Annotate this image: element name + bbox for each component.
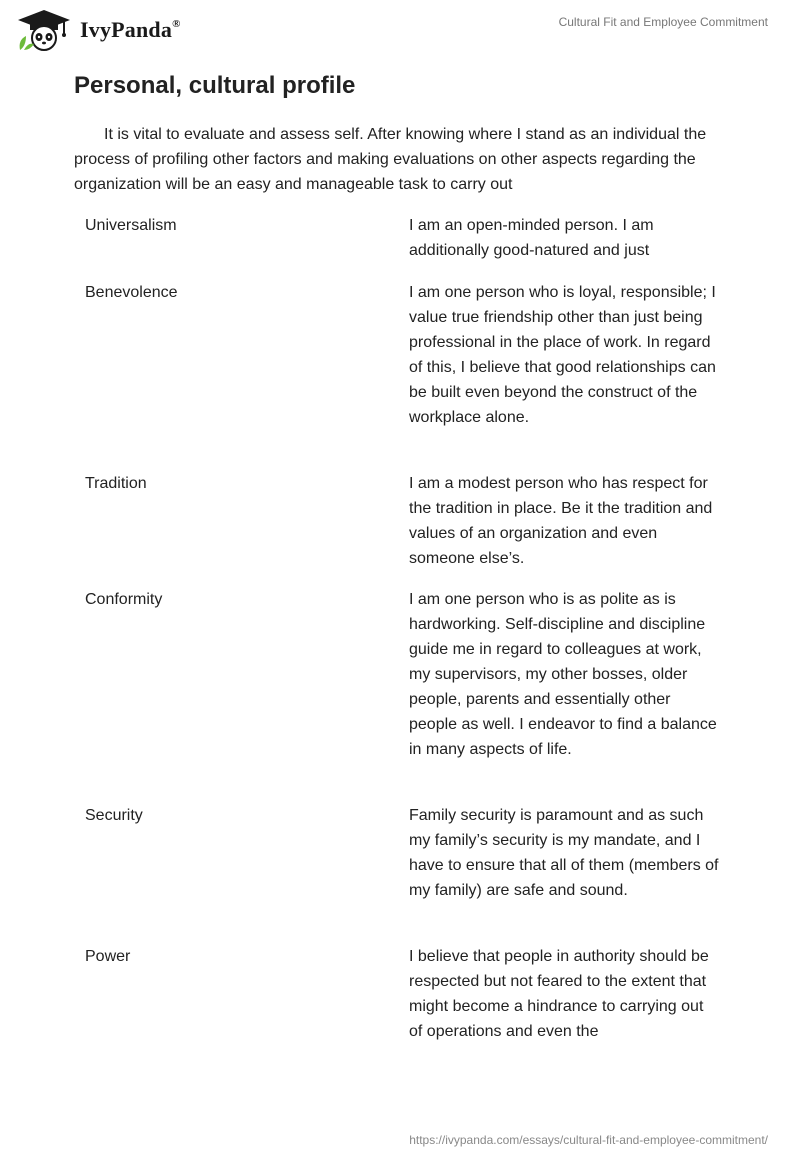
intro-paragraph: It is vital to evaluate and assess self. After knowing where I stand as an individual the process of profiling other factors and making evaluations on other aspects regarding the organization will be an easy and manageable task to carry out (74, 126, 707, 193)
section-heading: Personal, cultural profile (74, 72, 356, 99)
profile-description: I am one person who is loyal, responsible; I value true friendship other than just being professional in the place of work. In regard of this, I believe that good relationships can be built even beyond the construct of the workplace alone. (409, 284, 716, 426)
panda-logo-icon (14, 8, 74, 52)
source-url-link[interactable]: https://ivypanda.com/essays/cultural-fit-and-employee-commitment/ (409, 1133, 768, 1147)
profile-term: Benevolence (85, 284, 178, 301)
registered-mark: ® (172, 17, 181, 30)
profile-description: Family security is paramount and as such my family’s security is my mandate, and I have to ensure that all of them (members of my family) are safe and sound. (409, 807, 719, 899)
profile-description: I am one person who is as polite as is hardworking. Self-discipline and discipline guide me in regard to colleagues at work, my supervisors, my other bosses, older people, parents and essentially other people as well. I endeavor to find a balance in many aspects of life. (409, 591, 717, 758)
profile-term: Universalism (85, 217, 177, 234)
profile-term: Tradition (85, 475, 147, 492)
site-logo[interactable] (14, 8, 181, 52)
document-title: Cultural Fit and Employee Commitment (558, 15, 768, 29)
profile-term: Conformity (85, 591, 163, 608)
profile-term: Security (85, 807, 143, 824)
profile-description: I am a modest person who has respect for the tradition in place. Be it the tradition and values of an organization and even someone else’s. (409, 475, 713, 567)
brand-name-text: IvyPanda (80, 17, 173, 42)
profile-description: I am an open-minded person. I am additionally good-natured and just (409, 217, 654, 259)
profile-description: I believe that people in authority should be respected but not feared to the extent that might become a hindrance to carrying out of operations and even the (409, 948, 709, 1040)
brand-name (80, 17, 181, 43)
profile-term: Power (85, 948, 131, 965)
